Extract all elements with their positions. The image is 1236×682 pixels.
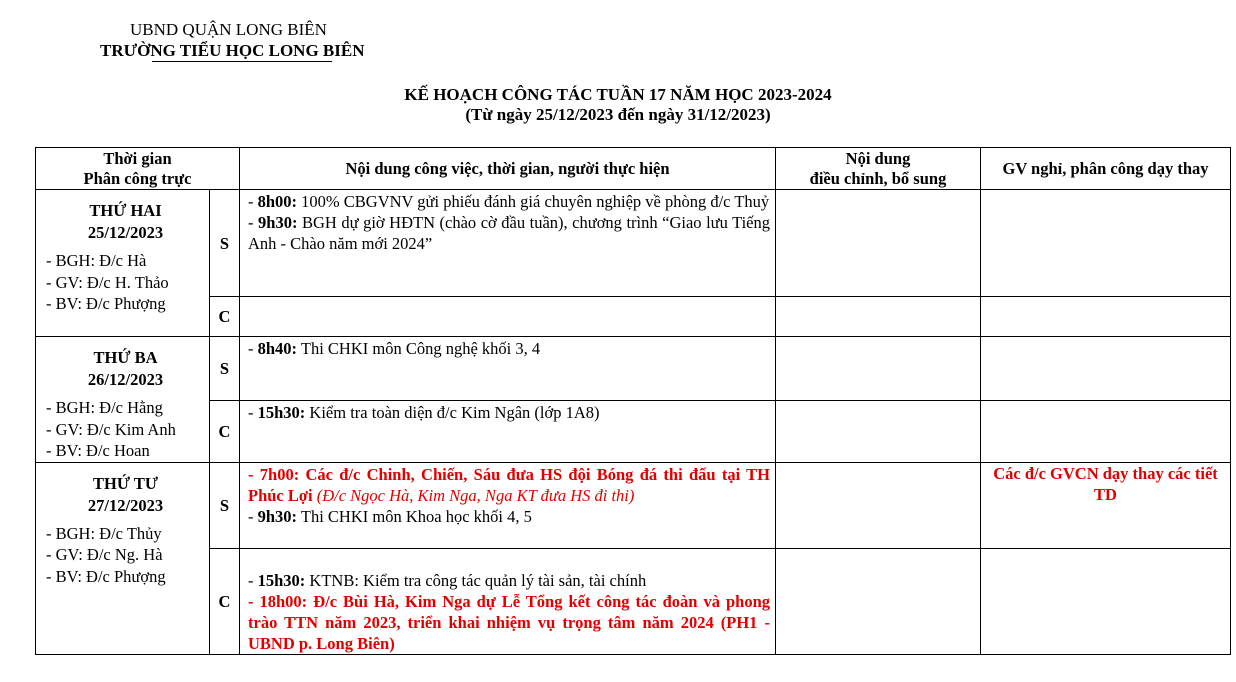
col-header-time — [36, 148, 240, 190]
day-date: 26/12/2023 — [87, 370, 164, 389]
staff-gv: - GV: Đ/c H. Thảo — [46, 272, 169, 292]
day-date: 27/12/2023 — [87, 495, 164, 515]
task-item: - 9h30: BGH dự giờ HĐTN (chào cờ đầu tuần), chương trình “Giao lưu Tiếng Anh - Chào năm mới 2024” — [248, 213, 770, 253]
substitute-cell — [981, 401, 1231, 462]
table-row — [36, 297, 1231, 337]
day-cell-tuesday — [36, 337, 210, 463]
staff-bv: - BV: Đ/c Hoan — [46, 441, 150, 460]
col-header-substitute: GV nghỉ, phân công dạy thay — [981, 148, 1231, 190]
staff-bv: - BV: Đ/c Phượng — [46, 294, 166, 313]
task-cell — [240, 297, 776, 337]
staff-gv: - GV: Đ/c Kim Anh — [46, 419, 176, 439]
task-item: - 8h00: 100% CBGVNV gửi phiếu đánh giá chuyên nghiệp về phòng đ/c Thuỷ — [248, 192, 770, 211]
adjust-cell — [776, 462, 981, 548]
plan-title-dates: (Từ ngày 25/12/2023 đến ngày 31/12/2023) — [465, 105, 771, 124]
table-row — [36, 548, 1231, 654]
table-row — [36, 401, 1231, 462]
adjust-cell — [776, 297, 981, 337]
day-staff — [46, 397, 205, 462]
staff-gv: - GV: Đ/c Ng. Hà — [46, 545, 163, 564]
session-label: S — [210, 337, 240, 401]
session-label: S — [210, 462, 240, 548]
task-item: - 15h30: KTNB: Kiểm tra công tác quản lý tài sản, tài chính — [248, 570, 647, 590]
adjust-cell — [776, 337, 981, 401]
day-date: 25/12/2023 — [87, 223, 164, 242]
day-name: THỨ TƯ — [93, 473, 158, 493]
table-row — [36, 337, 1231, 401]
staff-bgh: - BGH: Đ/c Thủy — [46, 523, 162, 543]
task-item: - 8h40: Thi CHKI môn Công nghệ khối 3, 4 — [248, 339, 541, 358]
session-label: C — [210, 297, 240, 337]
day-name: THỨ HAI — [89, 201, 162, 220]
task-item-highlight: - 7h00: Các đ/c Chinh, Chiến, Sáu đưa HS đội Bóng đá thi đấu tại TH Phúc Lợi (Đ/c Ngọc Hà, Kim Nga, Nga KT đưa HS đi thi) — [248, 464, 770, 505]
schedule-table-wrapper — [35, 147, 1231, 655]
task-cell — [240, 190, 776, 297]
table-row — [36, 462, 1231, 548]
substitute-cell — [981, 297, 1231, 337]
col-header-content: Nội dung công việc, thời gian, người thực hiện — [240, 148, 776, 190]
task-cell — [240, 401, 776, 462]
task-cell — [240, 337, 776, 401]
col-header-adjust-line1: Nội dung — [845, 148, 911, 168]
day-staff — [46, 250, 205, 315]
school-underline — [152, 61, 332, 62]
adjust-cell — [776, 401, 981, 462]
col-header-time-line2: Phân công trực — [83, 168, 192, 188]
plan-title — [0, 85, 1236, 125]
adjust-cell — [776, 548, 981, 654]
task-item: - 15h30: Kiểm tra toàn diện đ/c Kim Ngân (lớp 1A8) — [248, 403, 600, 423]
substitute-cell: Các đ/c GVCN dạy thay các tiết TD — [981, 462, 1231, 548]
staff-bgh: - BGH: Đ/c Hằng — [46, 398, 163, 417]
substitute-cell — [981, 337, 1231, 401]
school-name: TRƯỜNG TIỂU HỌC LONG BIÊN — [100, 41, 365, 60]
staff-bv: - BV: Đ/c Phượng — [46, 566, 166, 586]
task-cell — [240, 548, 776, 654]
substitute-cell — [981, 548, 1231, 654]
schedule-table — [35, 147, 1231, 655]
task-item: - 9h30: Thi CHKI môn Khoa học khối 4, 5 — [248, 506, 532, 526]
day-name: THỨ BA — [93, 348, 158, 367]
table-row — [36, 190, 1231, 297]
day-cell-monday — [36, 190, 210, 337]
day-staff — [46, 523, 205, 588]
session-label: S — [210, 190, 240, 297]
adjust-cell — [776, 190, 981, 297]
task-item-highlight: - 18h00: Đ/c Bùi Hà, Kim Nga dự Lễ Tổng kết công tác đoàn và phong trào TTN năm 2023, triển khai nhiệm vụ trọng tâm năm 2024 (PH1 - UBND p. Long Biên) — [248, 591, 770, 653]
task-cell — [240, 462, 776, 548]
session-label: C — [210, 548, 240, 654]
col-header-adjust — [776, 148, 981, 190]
col-header-time-line1: Thời gian — [103, 148, 172, 168]
staff-bgh: - BGH: Đ/c Hà — [46, 251, 147, 270]
table-header-row — [36, 148, 1231, 190]
day-cell-wednesday — [36, 462, 210, 654]
org-name: UBND QUẬN LONG BIÊN — [130, 20, 327, 39]
session-label: C — [210, 401, 240, 462]
col-header-adjust-line2: điều chỉnh, bổ sung — [809, 168, 947, 188]
substitute-cell — [981, 190, 1231, 297]
plan-title-main: KẾ HOẠCH CÔNG TÁC TUẦN 17 NĂM HỌC 2023-2024 — [404, 85, 832, 104]
